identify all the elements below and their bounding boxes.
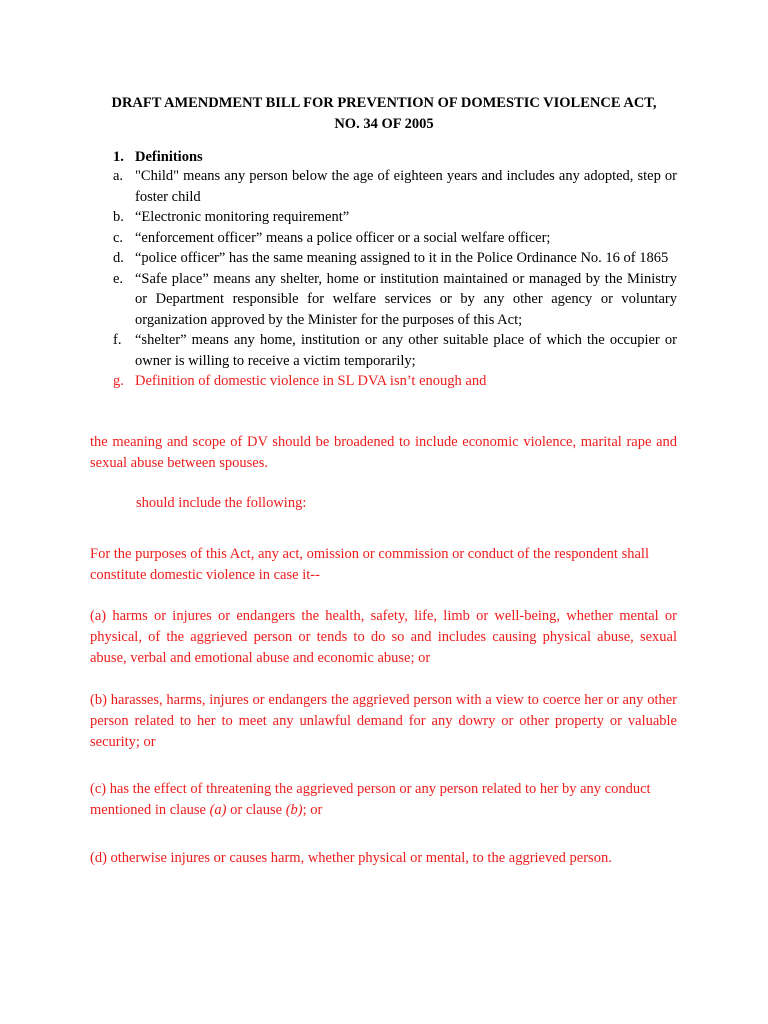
clause-b-paragraph: (b) harasses, harms, injures or endangers the aggrieved person with a view to coerce her or any other person related to her to meet any unlawful demand for any dowry or other property or valuable security; or xyxy=(90,692,677,750)
definition-item-d xyxy=(113,248,677,269)
definition-letter: d. xyxy=(113,250,124,266)
definition-letter: b. xyxy=(113,209,124,225)
clause-c-text-middle: or clause xyxy=(226,802,286,818)
clause-c-text-end: ; or xyxy=(302,802,323,818)
definition-letter: e. xyxy=(113,270,124,287)
definitions-list xyxy=(113,166,677,392)
definition-letter: f. xyxy=(113,332,122,348)
clause-c-ref-b: (b) xyxy=(285,802,303,818)
definition-text: “Safe place” means any shelter, home or institution maintained or managed by the Ministry or Department responsible for welfare services or by any other agency or voluntary organization approved by the Minister for the purposes of this Act; xyxy=(135,270,677,328)
definition-text: “police officer” has the same meaning assigned to it in the Police Ordinance No. 16 of 1865 xyxy=(135,250,669,266)
definition-letter: g. xyxy=(113,373,124,389)
definition-letter: c. xyxy=(113,229,124,246)
definition-text: “enforcement officer” means a police officer or a social welfare officer; xyxy=(135,229,551,246)
definition-item-f xyxy=(113,330,677,371)
definition-item-g xyxy=(113,371,677,392)
document-title-line-1: DRAFT AMENDMENT BILL FOR PREVENTION OF DOMESTIC VIOLENCE ACT, xyxy=(111,95,657,111)
definition-text: "Child" means any person below the age of eighteen years and includes any adopted, step or foster child xyxy=(135,168,677,205)
clause-c-text-start: (c) has the effect of threatening the aggrieved person or any person related to her by any conduct mentioned in clause xyxy=(90,781,651,818)
clause-a-paragraph: (a) harms or injures or endangers the health, safety, life, limb or well-being, whether mental or physical, of the aggrieved person or tends to do so and includes causing physical abuse, sexual abuse, verbal and emotional abuse and economic abuse; or xyxy=(90,608,677,666)
clause-c-paragraph xyxy=(90,779,690,821)
should-include-line: should include the following: xyxy=(136,495,307,511)
definition-item-a xyxy=(113,166,677,207)
definition-item-c xyxy=(113,228,677,249)
clause-d-paragraph: (d) otherwise injures or causes harm, whether physical or mental, to the aggrieved person. xyxy=(90,850,612,866)
definition-text: Definition of domestic violence in SL DVA isn’t enough and xyxy=(135,373,487,389)
definition-text: “shelter” means any home, institution or any other suitable place of which the occupier or owner is willing to receive a victim temporarily; xyxy=(135,332,677,369)
definition-letter: a. xyxy=(113,168,124,184)
section-number: 1. xyxy=(113,149,124,165)
purposes-paragraph: For the purposes of this Act, any act, omission or commission or conduct of the respondent shall constitute domestic violence in case it-- xyxy=(90,546,649,583)
broaden-scope-paragraph: the meaning and scope of DV should be broadened to include economic violence, marital rape and sexual abuse between spouses. xyxy=(90,434,677,471)
section-heading xyxy=(113,147,203,167)
definition-item-b xyxy=(113,207,677,228)
section-title: Definitions xyxy=(135,149,203,165)
clause-c-ref-a: (a) xyxy=(209,802,227,818)
document-title-line-2: NO. 34 OF 2005 xyxy=(334,116,434,132)
definition-item-e xyxy=(113,269,677,331)
definition-text: “Electronic monitoring requirement” xyxy=(135,209,350,225)
